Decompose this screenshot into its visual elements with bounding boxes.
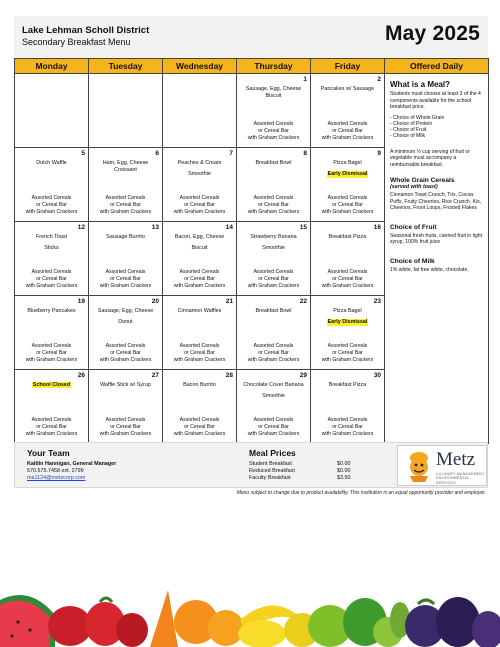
- entree-line: Bacon, Egg, Cheese: [174, 234, 225, 240]
- entree-text: [17, 382, 86, 389]
- day-number: 9: [377, 150, 381, 157]
- entree-line: French Toast: [35, 234, 68, 240]
- entree-line: Pancakes w/ Sausage: [320, 86, 375, 92]
- side-option-line: or Cereal Bar: [184, 201, 215, 208]
- team-title: Your Team: [27, 448, 70, 458]
- entree-text: [17, 234, 86, 252]
- side-option-line: Assorted Cereals: [31, 195, 72, 201]
- side-options: [313, 417, 382, 437]
- day-number: 2: [377, 76, 381, 83]
- day-number: 8: [303, 150, 307, 157]
- entree-text: [91, 382, 160, 389]
- manager-email-link[interactable]: ma1124@metzcorp.com: [27, 475, 86, 481]
- day-cell: [89, 296, 163, 370]
- side-option-line: with Graham Crackers: [99, 282, 152, 289]
- side-option-line: Assorted Cereals: [253, 343, 294, 349]
- side-option-line: or Cereal Bar: [110, 275, 141, 282]
- side-option-line: or Cereal Bar: [184, 349, 215, 356]
- side-option-line: or Cereal Bar: [258, 423, 289, 430]
- meal-definition-title: What is a Meal?: [390, 80, 451, 89]
- entree-line: Strawberry Banana: [250, 234, 297, 240]
- side-options: [239, 343, 308, 363]
- district-name: Lake Lehman Scholl District: [22, 25, 150, 36]
- calendar-grid: [14, 58, 489, 444]
- side-option-line: with Graham Crackers: [25, 430, 78, 437]
- side-options: [91, 417, 160, 437]
- component-item: - Choice of Protein: [390, 120, 433, 127]
- day-number: 27: [151, 372, 159, 379]
- day-number: 1: [303, 76, 307, 83]
- highlight-note: Early Dismissal: [327, 171, 368, 177]
- side-option-line: or Cereal Bar: [36, 201, 67, 208]
- side-option-line: with Graham Crackers: [321, 356, 374, 363]
- side-options: [91, 269, 160, 289]
- entree-text: [91, 234, 160, 241]
- entree-line: Blueberry Pancakes: [27, 308, 76, 314]
- side-option-line: or Cereal Bar: [36, 275, 67, 282]
- side-option-line: Assorted Cereals: [105, 343, 146, 349]
- entree-text: [239, 308, 308, 315]
- chef-mascot-icon: [404, 450, 434, 483]
- side-option-line: or Cereal Bar: [110, 201, 141, 208]
- day-cell: [15, 222, 89, 296]
- side-options: [165, 343, 234, 363]
- side-option-line: Assorted Cereals: [253, 195, 294, 201]
- entree-line: Breakfast Bowl: [255, 308, 292, 314]
- side-option-line: or Cereal Bar: [110, 349, 141, 356]
- side-option-line: Assorted Cereals: [327, 417, 368, 423]
- fruit-choice-title: Choice of Fruit: [390, 223, 437, 231]
- entree-line: Sausage Burrito: [106, 234, 145, 240]
- day-cell: [15, 148, 89, 222]
- side-options: [313, 195, 382, 215]
- entree-line: Pizza Bagel: [333, 160, 362, 166]
- highlight-note: School Closed: [32, 382, 71, 388]
- side-options: [91, 195, 160, 215]
- day-cell: [237, 148, 311, 222]
- entree-line: Smoothie: [262, 393, 285, 399]
- side-option-line: Assorted Cereals: [253, 269, 294, 275]
- logo-tagline-line: CULINARY MANAGEMENT: [436, 472, 485, 476]
- col-monday: Monday: [15, 59, 89, 74]
- col-tuesday: Tuesday: [89, 59, 163, 74]
- entree-text: [313, 160, 382, 178]
- side-option-line: Assorted Cereals: [31, 417, 72, 423]
- component-item: - Choice of Fruit: [390, 127, 427, 134]
- manager-name: Kaitlin Hannigan, General Manager: [27, 461, 117, 467]
- page-header: [14, 16, 488, 58]
- side-option-line: with Graham Crackers: [247, 356, 300, 363]
- entree-line: Smoothie: [188, 171, 211, 177]
- side-options: [17, 269, 86, 289]
- entree-text: [91, 308, 160, 326]
- entree-text: [239, 86, 308, 100]
- side-option-line: with Graham Crackers: [173, 282, 226, 289]
- col-wednesday: Wednesday: [163, 59, 237, 74]
- entree-line: Sausage, Egg, Cheese: [97, 308, 154, 314]
- side-option-line: with Graham Crackers: [321, 282, 374, 289]
- day-cell: [89, 74, 163, 148]
- day-cell: [237, 74, 311, 148]
- menu-subtitle: Secondary Breakfast Menu: [22, 37, 131, 47]
- side-option-line: Assorted Cereals: [253, 417, 294, 423]
- fruit-requirement-note: A minimum ½ cup serving of fruit or vegetable must accompany a reimbursable breakfast.: [390, 148, 470, 168]
- day-cell: [89, 148, 163, 222]
- entree-line: Chocolate Cover Banana: [243, 382, 304, 388]
- entree-line: Cinnamon Waffles: [177, 308, 222, 314]
- side-option-line: with Graham Crackers: [247, 208, 300, 215]
- price-value: $0.00: [337, 468, 351, 474]
- side-options: [165, 195, 234, 215]
- day-number: 30: [373, 372, 381, 379]
- side-option-line: or Cereal Bar: [36, 423, 67, 430]
- side-option-line: or Cereal Bar: [184, 275, 215, 282]
- component-list: [390, 115, 483, 140]
- price-label: Faculty Breakfast: [249, 475, 291, 481]
- entree-line: Sticks: [44, 245, 59, 251]
- price-value: $0.00: [337, 461, 351, 467]
- side-option-line: Assorted Cereals: [327, 343, 368, 349]
- day-cell: [311, 370, 385, 444]
- weekday-header-row: [15, 59, 489, 74]
- whole-grain-subtitle: (served with toast): [390, 184, 438, 191]
- side-option-line: with Graham Crackers: [247, 282, 300, 289]
- milk-choice-text: 1% white, fat free white, chocolate,: [390, 266, 469, 273]
- entree-line: Donut: [118, 319, 133, 325]
- day-cell: [311, 296, 385, 370]
- entree-text: [165, 382, 234, 389]
- side-option-line: Assorted Cereals: [105, 195, 146, 201]
- side-option-line: with Graham Crackers: [173, 208, 226, 215]
- side-options: [239, 195, 308, 215]
- entree-line: Smoothie: [262, 245, 285, 251]
- day-cell: [237, 296, 311, 370]
- entree-line: Breakfast Bowl: [255, 160, 292, 166]
- side-option-line: Assorted Cereals: [105, 417, 146, 423]
- side-option-line: or Cereal Bar: [110, 423, 141, 430]
- side-option-line: or Cereal Bar: [258, 349, 289, 356]
- entree-line: Sausage, Egg, Cheese Biscuit: [245, 86, 302, 99]
- side-options: [17, 417, 86, 437]
- entree-line: Pizza Bagel: [333, 308, 362, 314]
- side-option-line: with Graham Crackers: [25, 356, 78, 363]
- col-offered-daily: Offered Daily: [385, 59, 489, 74]
- produce-border-image: [0, 560, 500, 647]
- day-cell: [237, 370, 311, 444]
- day-cell: [89, 370, 163, 444]
- day-cell: [163, 74, 237, 148]
- entree-text: [313, 382, 382, 389]
- day-number: 22: [299, 298, 307, 305]
- entree-text: [17, 160, 86, 167]
- day-cell: [311, 222, 385, 296]
- col-friday: Friday: [311, 59, 385, 74]
- day-number: 29: [299, 372, 307, 379]
- manager-phone: 570.675.7458 ext. 2799: [27, 468, 84, 474]
- col-thursday: Thursday: [237, 59, 311, 74]
- day-cell: [15, 74, 89, 148]
- entree-line: Waffle Stick w/ Syrup: [100, 382, 151, 388]
- day-cell: [163, 148, 237, 222]
- side-option-line: or Cereal Bar: [258, 275, 289, 282]
- day-cell: [15, 296, 89, 370]
- entree-text: [313, 86, 382, 93]
- side-option-line: with Graham Crackers: [25, 282, 78, 289]
- day-cell: [311, 74, 385, 148]
- day-number: 13: [151, 224, 159, 231]
- day-cell: [89, 222, 163, 296]
- side-options: [239, 417, 308, 437]
- side-option-line: or Cereal Bar: [258, 201, 289, 208]
- side-option-line: with Graham Crackers: [99, 430, 152, 437]
- side-option-line: or Cereal Bar: [36, 349, 67, 356]
- component-item: - Choice of Milk: [390, 133, 426, 140]
- side-option-line: Assorted Cereals: [253, 121, 294, 127]
- fruit-choice-text: Seasonal fresh fruits, canned fruit in light syrup, 100% fruit juice: [390, 232, 483, 246]
- disclaimer-text: Menu subject to change due to product availability. This institution is an equal opportunity provider and employer.: [236, 490, 486, 496]
- metz-logo: [397, 445, 487, 486]
- side-option-line: or Cereal Bar: [332, 201, 363, 208]
- entree-line: Biscuit: [191, 245, 208, 251]
- day-cell: [15, 370, 89, 444]
- meal-definition-text: Students must choose at least 3 of the 4 components available for the school breakfast price.: [390, 91, 481, 110]
- day-cell: [163, 370, 237, 444]
- day-number: 26: [77, 372, 85, 379]
- side-option-line: Assorted Cereals: [105, 269, 146, 275]
- side-option-line: Assorted Cereals: [31, 343, 72, 349]
- day-number: 16: [373, 224, 381, 231]
- day-number: 14: [225, 224, 233, 231]
- entree-line: Breakfast Pizza: [328, 382, 367, 388]
- side-option-line: with Graham Crackers: [321, 134, 374, 141]
- entree-text: [239, 160, 308, 167]
- price-label: Reduced Breakfast: [249, 468, 295, 474]
- side-options: [239, 121, 308, 141]
- side-option-line: or Cereal Bar: [332, 423, 363, 430]
- side-options: [91, 343, 160, 363]
- price-label: Student Breakfast: [249, 461, 292, 467]
- logo-tagline: [436, 472, 486, 485]
- day-number: 20: [151, 298, 159, 305]
- side-option-line: Assorted Cereals: [179, 195, 220, 201]
- entree-text: [91, 160, 160, 174]
- side-options: [165, 417, 234, 437]
- day-number: 21: [225, 298, 233, 305]
- entree-text: [165, 160, 234, 178]
- milk-choice-title: Choice of Milk: [390, 257, 435, 265]
- logo-wordmark: Metz: [436, 449, 476, 470]
- side-options: [313, 269, 382, 289]
- side-option-line: with Graham Crackers: [173, 430, 226, 437]
- side-options: [17, 343, 86, 363]
- side-option-line: with Graham Crackers: [25, 208, 78, 215]
- side-option-line: with Graham Crackers: [99, 356, 152, 363]
- day-number: 6: [155, 150, 159, 157]
- whole-grain-title: Whole Grain Cereals: [390, 177, 455, 185]
- side-option-line: Assorted Cereals: [327, 121, 368, 127]
- side-option-line: Assorted Cereals: [179, 417, 220, 423]
- side-option-line: with Graham Crackers: [247, 430, 300, 437]
- side-option-line: Assorted Cereals: [327, 195, 368, 201]
- side-option-line: or Cereal Bar: [332, 127, 363, 134]
- side-options: [239, 269, 308, 289]
- side-option-line: with Graham Crackers: [247, 134, 300, 141]
- highlight-note: Early Dismissal: [327, 319, 368, 325]
- entree-text: [313, 234, 382, 241]
- side-option-line: Assorted Cereals: [179, 269, 220, 275]
- offered-daily-panel: [385, 74, 489, 444]
- entree-text: [239, 382, 308, 400]
- side-option-line: or Cereal Bar: [332, 275, 363, 282]
- side-option-line: with Graham Crackers: [321, 208, 374, 215]
- entree-text: [165, 308, 234, 315]
- day-number: 12: [77, 224, 85, 231]
- day-number: 23: [373, 298, 381, 305]
- side-option-line: Assorted Cereals: [31, 269, 72, 275]
- logo-tagline-line: ENVIRONMENTAL SERVICES: [436, 476, 470, 485]
- meal-prices-title: Meal Prices: [249, 448, 296, 458]
- entree-text: [165, 234, 234, 252]
- day-number: 5: [81, 150, 85, 157]
- day-cell: [163, 296, 237, 370]
- whole-grain-text: Cinnamon Toast Crunch, Trix, Cocoa Puffs, Fruity Cheerios, Rice Crunch, Kix, Cheerios, Froot Loops, Frosted Flakes: [390, 192, 482, 212]
- day-number: 19: [77, 298, 85, 305]
- entree-line: Dutch Waffle: [36, 160, 67, 166]
- week-row: [15, 74, 489, 148]
- side-options: [313, 121, 382, 141]
- day-cell: [237, 222, 311, 296]
- page-footer: [14, 442, 488, 488]
- side-option-line: or Cereal Bar: [184, 423, 215, 430]
- side-options: [17, 195, 86, 215]
- day-cell: [311, 148, 385, 222]
- entree-line: Bacon Burrito: [183, 382, 216, 388]
- side-option-line: Assorted Cereals: [179, 343, 220, 349]
- side-option-line: or Cereal Bar: [332, 349, 363, 356]
- entree-line: Peaches & Cream: [177, 160, 222, 166]
- entree-line: Ham, Egg, Cheese Croissant: [102, 160, 149, 173]
- entree-text: [17, 308, 86, 315]
- day-number: 28: [225, 372, 233, 379]
- day-number: 7: [229, 150, 233, 157]
- entree-text: [313, 308, 382, 326]
- month-title: May 2025: [384, 22, 480, 45]
- side-options: [165, 269, 234, 289]
- side-option-line: or Cereal Bar: [258, 127, 289, 134]
- price-value: $3.50: [337, 475, 351, 481]
- entree-line: Breakfast Pizza: [328, 234, 367, 240]
- day-cell: [163, 222, 237, 296]
- day-number: 15: [299, 224, 307, 231]
- side-option-line: with Graham Crackers: [321, 430, 374, 437]
- component-item: - Choice of Whole Grain: [390, 114, 445, 121]
- side-option-line: with Graham Crackers: [173, 356, 226, 363]
- side-options: [313, 343, 382, 363]
- side-option-line: with Graham Crackers: [99, 208, 152, 215]
- side-option-line: Assorted Cereals: [327, 269, 368, 275]
- entree-text: [239, 234, 308, 252]
